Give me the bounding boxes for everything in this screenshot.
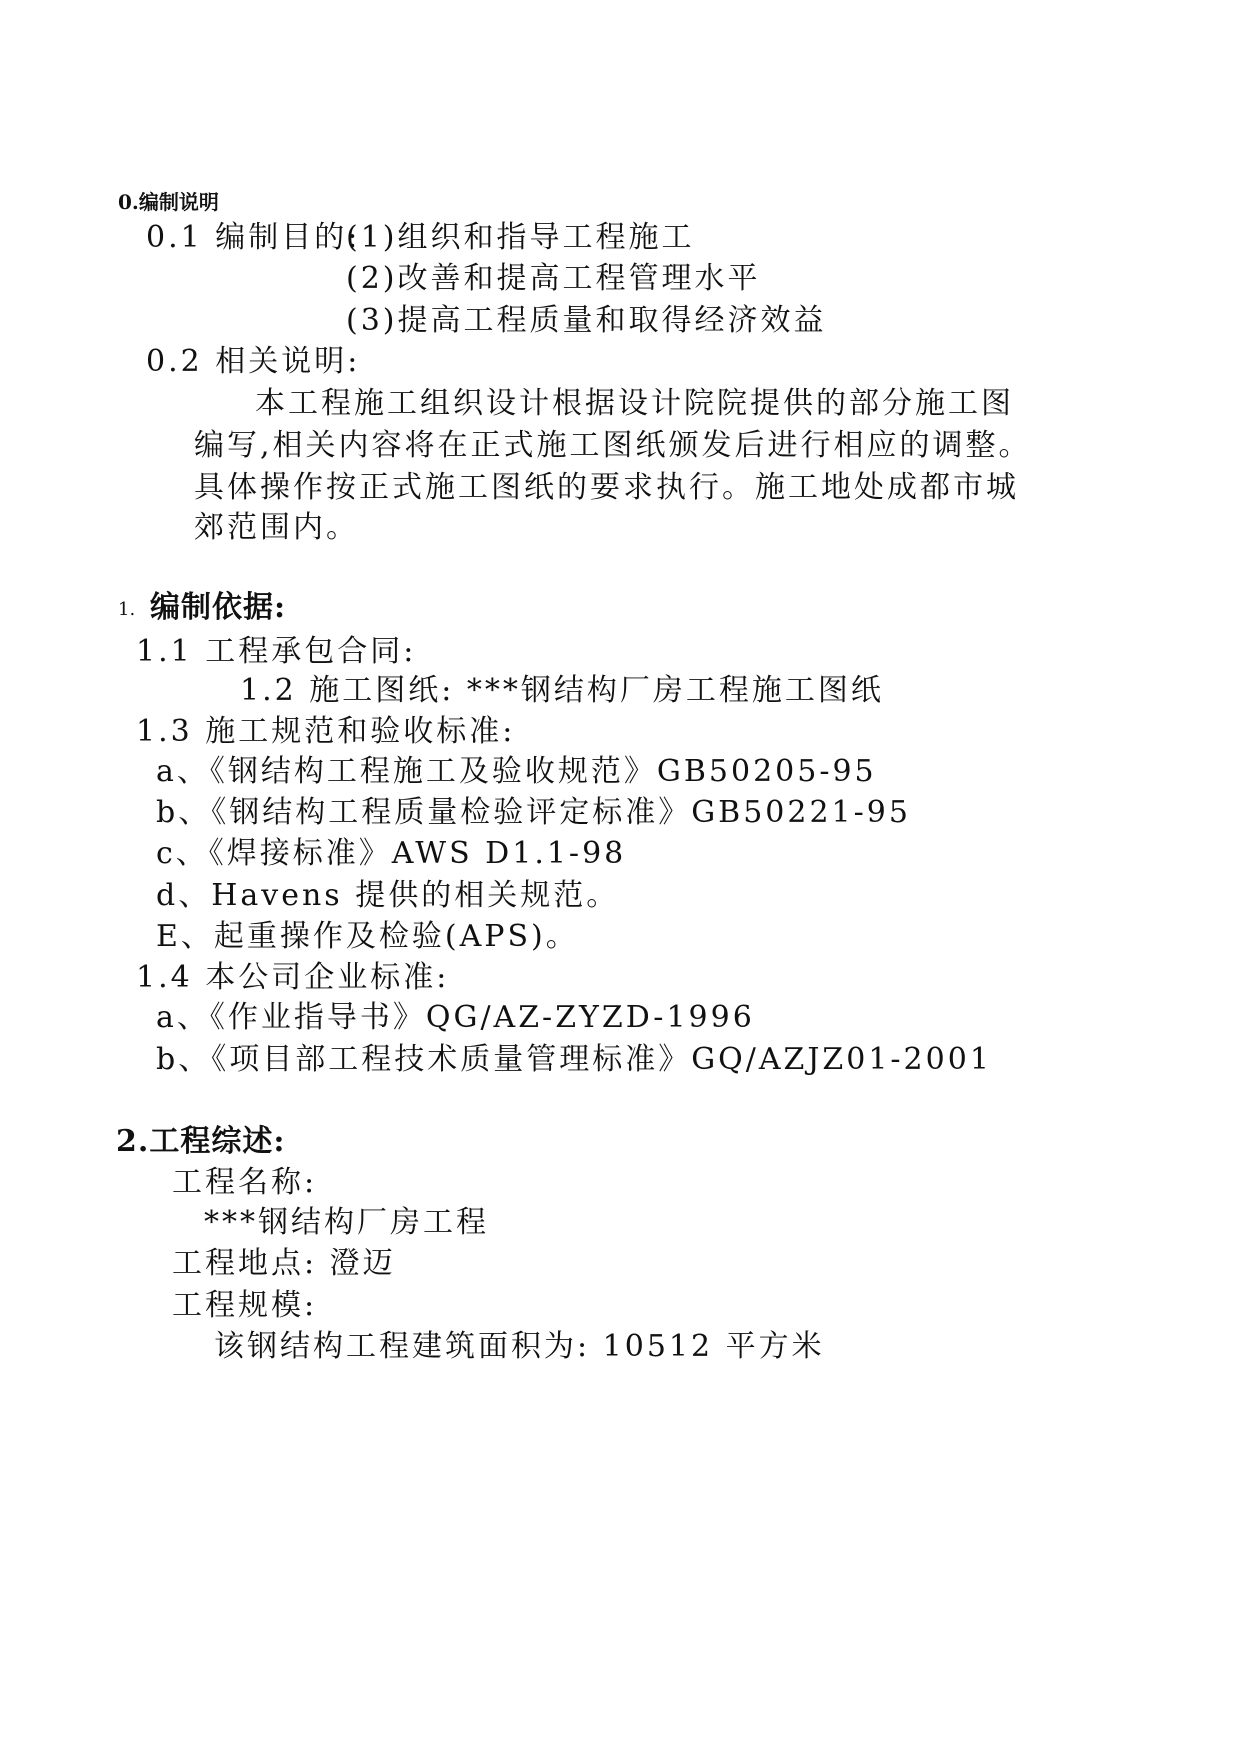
standard-e: E、起重操作及检验(APS)。 — [156, 919, 579, 954]
item-1-4: 1.4 本公司企业标准: — [136, 960, 450, 995]
project-scale-label: 工程规模: — [172, 1288, 318, 1323]
purpose-2: (2)改善和提高工程管理水平 — [346, 261, 761, 296]
item-1-2: 1.2 施工图纸: ***钢结构厂房工程施工图纸 — [240, 673, 884, 708]
company-standard-a: a、《作业指导书》QG/AZ-ZYZD-1996 — [156, 1000, 755, 1035]
section-1-number: 1. — [118, 599, 136, 620]
item-1-1: 1.1 工程承包合同: — [136, 634, 417, 669]
paragraph-line-4: 郊范围内。 — [194, 510, 359, 545]
section-0-heading: 0.编制说明 — [118, 190, 219, 214]
paragraph-line-2: 编写,相关内容将在正式施工图纸颁发后进行相应的调整。 — [194, 428, 1032, 463]
project-name-value: ***钢结构厂房工程 — [204, 1205, 489, 1240]
project-location: 工程地点: 澄迈 — [172, 1246, 396, 1281]
project-name-label: 工程名称: — [172, 1165, 318, 1200]
paragraph-line-1: 本工程施工组织设计根据设计院院提供的部分施工图 — [255, 386, 1014, 421]
item-1-3: 1.3 施工规范和验收标准: — [136, 714, 516, 749]
company-standard-b: b、《项目部工程技术质量管理标准》GQ/AZJZ01-2001 — [156, 1042, 992, 1077]
standard-b: b、《钢结构工程质量检验评定标准》GB50221-95 — [156, 795, 911, 830]
standard-c: c、《焊接标准》AWS D1.1-98 — [156, 836, 627, 871]
item-0-2-label: 0.2 相关说明: — [146, 344, 361, 379]
standard-a: a、《钢结构工程施工及验收规范》GB50205-95 — [156, 754, 877, 789]
section-1-heading: 编制依据: — [150, 590, 287, 625]
item-0-1-label: 0.1 编制目的: — [146, 220, 361, 255]
section-2-heading: 2.工程综述: — [116, 1124, 286, 1159]
purpose-1: (1)组织和指导工程施工 — [346, 220, 695, 255]
purpose-3: (3)提高工程质量和取得经济效益 — [346, 303, 827, 338]
project-scale-value: 该钢结构工程建筑面积为: 10512 平方米 — [214, 1329, 825, 1364]
paragraph-line-3: 具体操作按正式施工图纸的要求执行。施工地处成都市城 — [194, 470, 1019, 505]
standard-d: d、Havens 提供的相关规范。 — [156, 878, 620, 913]
